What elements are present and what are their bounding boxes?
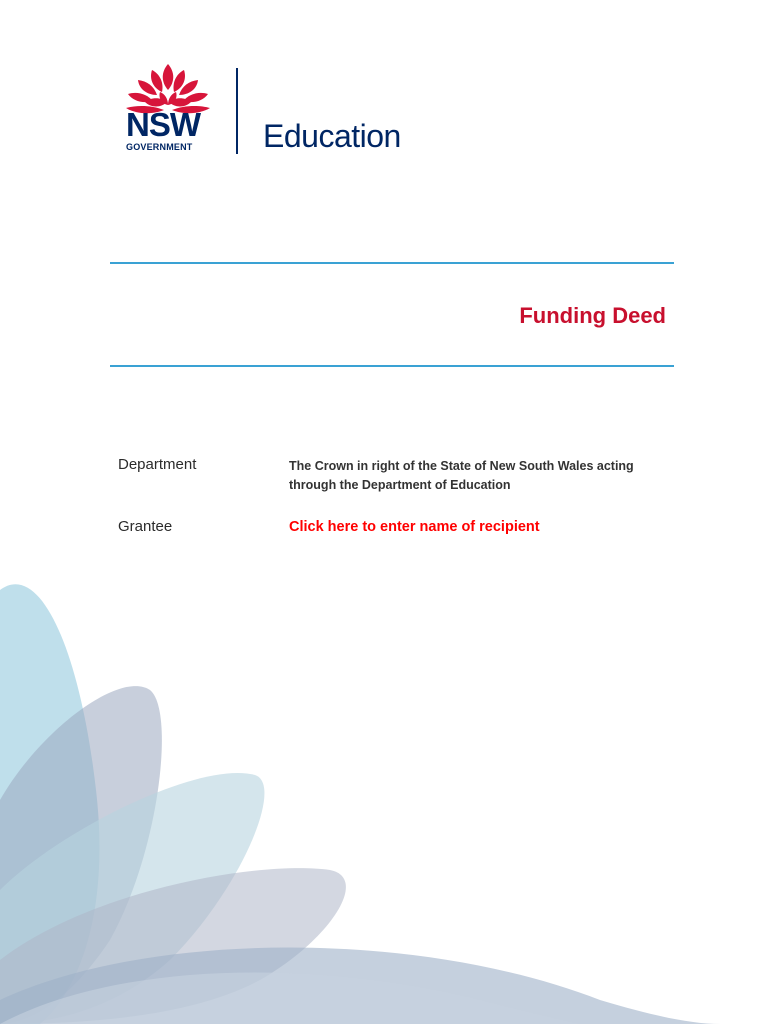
party-label-grantee: Grantee	[118, 518, 173, 535]
title-rule-bottom	[110, 365, 674, 367]
grantee-name-field[interactable]: Click here to enter name of recipient	[289, 519, 540, 535]
logo-education-text: Education	[263, 118, 401, 154]
party-label-department: Department	[118, 456, 197, 473]
title-rule-top	[110, 262, 674, 264]
document-title: Funding Deed	[519, 303, 666, 328]
logo-divider	[236, 68, 238, 154]
party-value-department: The Crown in right of the State of New South Wales acting through the Department of Education	[289, 459, 634, 492]
decorative-petals-graphic	[0, 560, 770, 1024]
nsw-education-logo	[118, 62, 438, 162]
logo-nsw-text: NSW	[126, 106, 200, 143]
logo-government-text: GOVERNMENT	[126, 142, 193, 152]
